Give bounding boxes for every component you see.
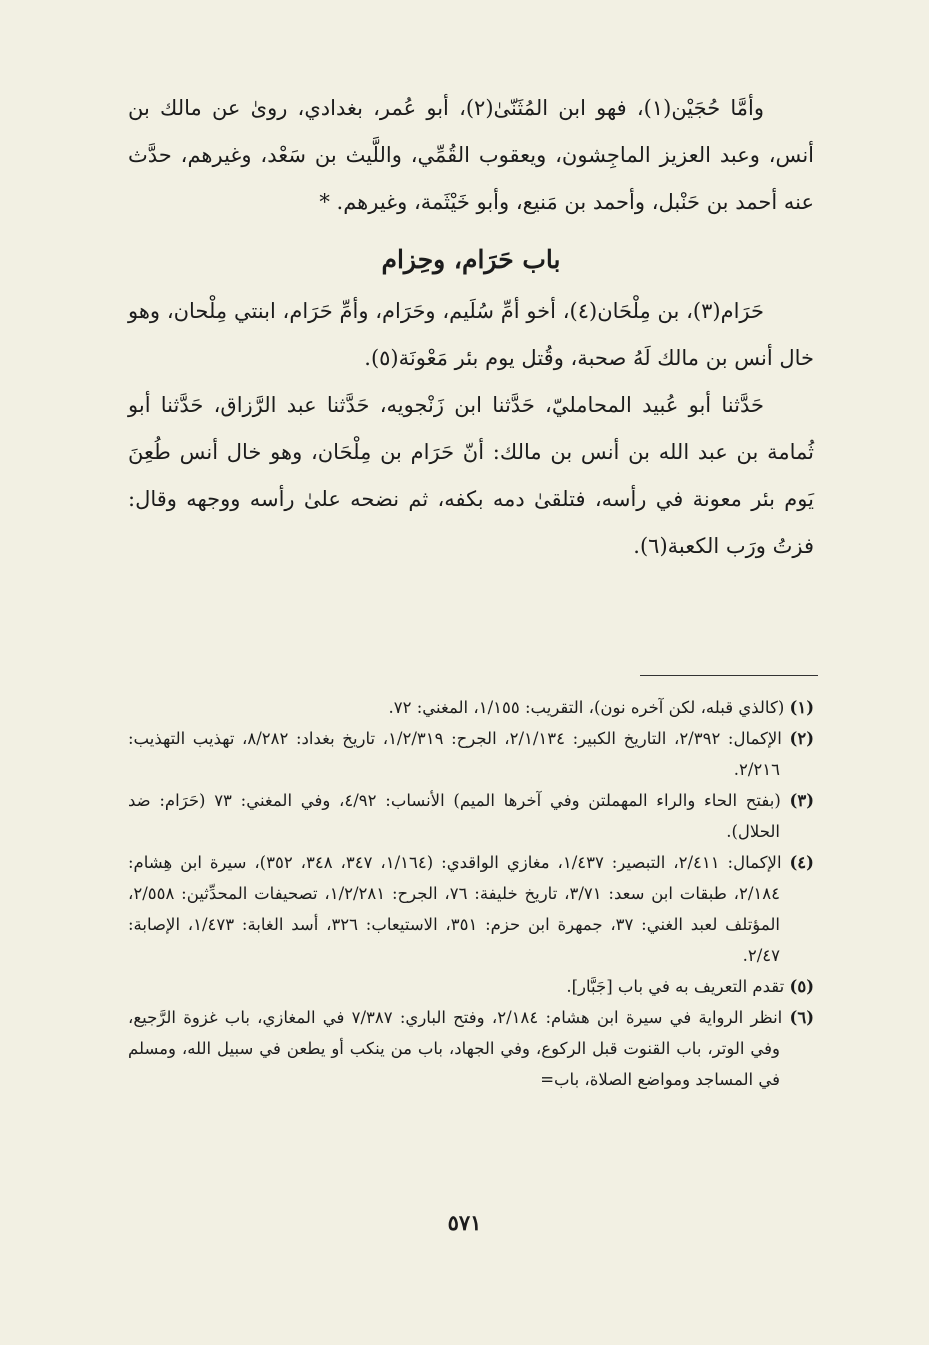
page-number: ٥٧١ [447, 1210, 482, 1235]
footnote-number: (٤) [789, 853, 814, 872]
paragraph-hujayn: وأمَّا حُجَيْن(١)، فهو ابن المُثَنّىٰ(٢)، أبو عُمر، بغدادي، روىٰ عن مالك بن أنس، وعبد العزيز الماجِشون، ويعقوب القُمِّي، واللَّيث بن سَعْد، وغيرهم، حدَّث عنه أحمد بن حَنْبل، وأحمد بن مَنيع، وأبو خَيْثَمة، وغيرهم. * [128, 96, 814, 214]
main-text [128, 85, 814, 570]
footnote-number: (٣) [789, 791, 814, 810]
footnotes [128, 692, 814, 1095]
footnote-number: (٦) [789, 1008, 814, 1027]
footnote-text: انظر الرواية في سيرة ابن هشام: ٢/١٨٤، وفتح الباري: ٧/٣٨٧ في المغازي، باب غزوة الرَّجيع، وفي الوتر، باب القنوت قبل الركوع، وفي الجهاد، باب من ينكب أو يطعن في سبيل الله، ومسلم في المساجد ومواضع الصلاة، باب= [128, 1008, 783, 1089]
footnote-5 [128, 971, 814, 1002]
footnote-1 [128, 692, 814, 723]
footnote-text: الإكمال: ٢/٣٩٢، التاريخ الكبير: ٢/١/١٣٤، الجرح: ١/٢/٣١٩، تاريخ بغداد: ٨/٢٨٢، تهذيب التهذيب: ٢/٢١٦. [128, 729, 782, 779]
footnote-text: الإكمال: ٢/٤١١، التبصير: ١/٤٣٧، مغازي الواقدي: (١/١٦٤، ٣٤٧، ٣٤٨، ٣٥٢)، سيرة ابن هِشام: ٢/١٨٤، طبقات ابن سعد: ٣/٧١، تاريخ خليفة: ٧٦، الجرح: ١/٢/٢٨١، تصحيفات المحدِّثين: ٢/٥٥٨، المؤتلف لعبد الغني: ٣٧، جمهرة ابن حزم: ٣٥١، الاستيعاب: ٣٢٦، أسد الغابة: ١/٤٧٣، الإصابة: ٢/٤٧. [128, 853, 782, 965]
footnote-text: (كالذي قبله، لكن آخره نون)، التقريب: ١/١٥٥، المغني: ٧٢. [388, 698, 785, 717]
footnote-4 [128, 847, 814, 971]
footnote-text: تقدم التعريف به في باب [جَبَّار]. [566, 977, 785, 996]
paragraph-hadith: حَدَّثنا أبو عُبيد المحامليّ، حَدَّثنا ابن زَنْجويه، حَدَّثنا عبد الرَّزاق، حَدَّثنا أبو ثُمامة بن عبد الله بن أنس بن مالك: أنّ حَرَام بن مِلْحَان، وهو خال أنس طُعِنَ يَوم بئر معونة في رأسه، فتلقىٰ دمه بكفه، ثم نضحه علىٰ رأسه ووجهه وقال: فزتُ ورَب الكعبة(٦). [128, 393, 814, 558]
footnote-number: (٥) [789, 977, 814, 996]
chapter-heading: باب حَرَام، وحِزام [381, 245, 561, 274]
paragraph-haram: حَرَام(٣)، بن مِلْحَان(٤)، أخو أمِّ سُلَيم، وحَرَام، وأمِّ حَرَام، ابنتي مِلْحان، وهو خال أنس بن مالك لَهُ صحبة، وقُتل يوم بئر مَعْونَة(٥). [128, 299, 814, 370]
footnote-6 [128, 1002, 814, 1095]
footnote-text: (بفتح الحاء والراء المهملتن وفي آخرها الميم) الأنساب: ٤/٩٢، وفي المغني: ٧٣ (حَرَام: ضد الحلال). [128, 791, 781, 841]
footnote-number: (٢) [789, 729, 814, 748]
footnote-2 [128, 723, 814, 785]
footnote-3 [128, 785, 814, 847]
footnote-divider [640, 675, 818, 676]
footnote-number: (١) [789, 698, 814, 717]
